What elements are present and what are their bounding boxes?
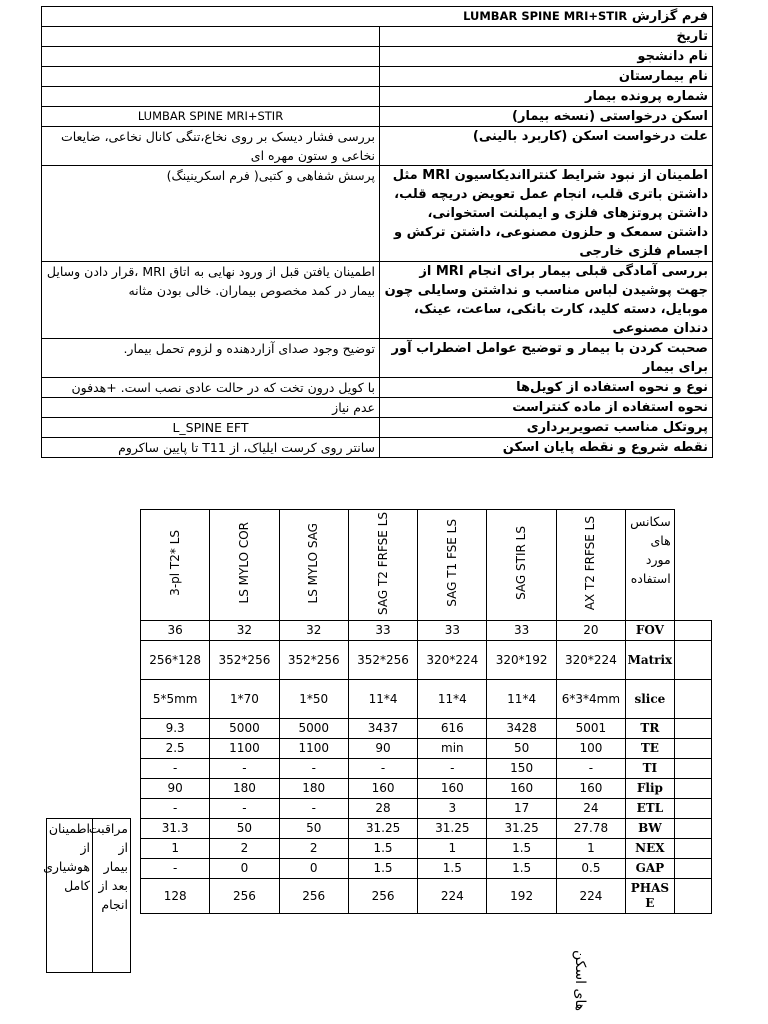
parameter-value: 616 xyxy=(418,719,487,739)
parameter-name: TR xyxy=(626,719,675,739)
form-row-date xyxy=(42,27,713,47)
parameter-value: 33 xyxy=(418,621,487,641)
form-row-coils xyxy=(42,378,713,398)
parameter-value: 256*128 xyxy=(141,641,210,680)
parameter-value: 50 xyxy=(210,819,279,839)
parameter-row xyxy=(141,739,712,759)
form-row-scan-range xyxy=(42,438,713,458)
form-row-file-number xyxy=(42,87,713,107)
form-question-anxiety: صحبت کردن با بیمار و توضیح عوامل اضطراب آور برای بیمار xyxy=(380,339,713,378)
form-answer-preparation: اطمینان یافتن قبل از ورود نهایی به اتاق MRI ،قرار دادن وسایل بیمار در کمد مخصوص بیماران. خالی بودن مثانه xyxy=(42,262,380,339)
empty-cell xyxy=(674,819,711,839)
form-row-contrast xyxy=(42,398,713,418)
parameter-value: 6*3*4mm xyxy=(556,680,625,719)
form-answer-coils: با کویل درون تخت که در حالت عادی نصب است. +هدفون xyxy=(42,378,380,398)
parameter-value: 1.5 xyxy=(487,839,556,859)
parameter-value: - xyxy=(141,859,210,879)
sequence-name: 3-pl T2* LS xyxy=(141,510,210,621)
parameter-value: 320*224 xyxy=(556,641,625,680)
parameter-value: 320*224 xyxy=(418,641,487,680)
parameter-value: 1 xyxy=(418,839,487,859)
parameter-value: 3437 xyxy=(348,719,417,739)
parameter-value: - xyxy=(348,759,417,779)
form-question-protocol: پروتکل مناسب تصویربرداری xyxy=(380,418,713,438)
parameter-value: 11*4 xyxy=(487,680,556,719)
form-row-protocol xyxy=(42,418,713,438)
form-row-hospital xyxy=(42,67,713,87)
parameter-value: 1.5 xyxy=(348,859,417,879)
parameter-value: 192 xyxy=(487,879,556,914)
parameter-row xyxy=(141,759,712,779)
care-note: مراقبت از بیمار بعد از انجام xyxy=(93,819,131,973)
parameter-value: 90 xyxy=(348,739,417,759)
parameter-row xyxy=(141,859,712,879)
empty-cell xyxy=(674,739,711,759)
form-question-scan-range: نقطه شروع و نقطه پایان اسکن xyxy=(380,438,713,458)
form-question-coils: نوع و نحوه استفاده از کویل‌ها xyxy=(380,378,713,398)
form-answer-hospital xyxy=(42,67,380,87)
parameter-value: 1.5 xyxy=(418,859,487,879)
parameter-value: 1100 xyxy=(279,739,348,759)
parameter-value: - xyxy=(556,759,625,779)
empty-cell xyxy=(674,641,711,680)
parameter-value: 160 xyxy=(556,779,625,799)
parameter-value: 24 xyxy=(556,799,625,819)
parameter-value: 31.25 xyxy=(418,819,487,839)
parameter-row xyxy=(141,719,712,739)
parameter-value: 256 xyxy=(348,879,417,914)
form-answer-contraindication: پرسش شفاهی و کتبی( فرم اسکرینینگ) xyxy=(42,166,380,262)
parameter-value: 32 xyxy=(210,621,279,641)
parameter-value: - xyxy=(210,759,279,779)
form-answer-anxiety: توضیح وجود صدای آزاردهنده و لزوم تحمل بیمار. xyxy=(42,339,380,378)
parameter-value: 50 xyxy=(279,819,348,839)
consciousness-note: اطمینان از هوشیاری کامل xyxy=(47,819,93,973)
parameter-name: FOV xyxy=(626,621,675,641)
sequences-used-label: سکانس های مورد استفاده xyxy=(626,510,675,621)
parameter-value: 5000 xyxy=(279,719,348,739)
parameter-row xyxy=(141,621,712,641)
form-row-student xyxy=(42,47,713,67)
parameter-name: PHASE xyxy=(626,879,675,914)
parameter-name: NEX xyxy=(626,839,675,859)
parameter-value: 31.25 xyxy=(348,819,417,839)
parameter-value: 160 xyxy=(418,779,487,799)
empty-cell xyxy=(674,719,711,739)
form-answer-requested-scan: LUMBAR SPINE MRI+STIR xyxy=(42,107,380,127)
form-answer-student xyxy=(42,47,380,67)
parameter-row xyxy=(141,819,712,839)
parameter-value: 32 xyxy=(279,621,348,641)
parameter-value: 20 xyxy=(556,621,625,641)
parameter-value: 0.5 xyxy=(556,859,625,879)
parameter-value: 1*50 xyxy=(279,680,348,719)
form-answer-file-number xyxy=(42,87,380,107)
empty-cell xyxy=(674,859,711,879)
parameter-value: 5*5mm xyxy=(141,680,210,719)
parameter-value: 100 xyxy=(556,739,625,759)
form-answer-protocol: L_SPINE EFT xyxy=(42,418,380,438)
form-title-row xyxy=(42,7,713,27)
parameter-value: 256 xyxy=(279,879,348,914)
report-form-table xyxy=(41,6,713,458)
parameter-value: 224 xyxy=(418,879,487,914)
parameter-value: - xyxy=(210,799,279,819)
parameter-value: 2 xyxy=(279,839,348,859)
parameter-value: 31.25 xyxy=(487,819,556,839)
parameter-value: 180 xyxy=(210,779,279,799)
parameter-value: 256 xyxy=(210,879,279,914)
parameter-value: - xyxy=(279,759,348,779)
empty-cell xyxy=(674,839,711,859)
form-question-hospital: نام بیمارستان xyxy=(380,67,713,87)
empty-cell xyxy=(674,879,711,914)
parameter-value: 9.3 xyxy=(141,719,210,739)
form-row-anxiety xyxy=(42,339,713,378)
parameter-value: min xyxy=(418,739,487,759)
parameter-value: 160 xyxy=(487,779,556,799)
parameter-row xyxy=(141,799,712,819)
scan-parameters-table xyxy=(140,509,712,914)
form-row-reason xyxy=(42,127,713,166)
sequence-name: LS MYLO SAG xyxy=(279,510,348,621)
parameter-value: 1.5 xyxy=(487,859,556,879)
parameter-value: 128 xyxy=(141,879,210,914)
form-answer-contrast: عدم نیاز xyxy=(42,398,380,418)
parameter-value: 0 xyxy=(210,859,279,879)
parameter-value: - xyxy=(141,799,210,819)
parameter-name: Flip xyxy=(626,779,675,799)
form-question-contraindication: اطمینان از نبود شرایط کنترااندیکاسیون MRI مثل داشتن باتری قلب، انجام عمل تعویض دریچه قلب، داشتن پروتزهای فلزی و ایمپلنت استخوانی، داشتن سمعک و حلزون مصنوعی، داشتن ترکش و اجسام فلزی خارجی xyxy=(380,166,713,262)
empty-cell xyxy=(674,779,711,799)
empty-cell xyxy=(674,680,711,719)
parameter-value: 150 xyxy=(487,759,556,779)
form-row-preparation xyxy=(42,262,713,339)
form-question-reason: علت درخواست اسکن (کاربرد بالینی) xyxy=(380,127,713,166)
parameter-value: 2 xyxy=(210,839,279,859)
sequence-name: AX T2 FRFSE LS xyxy=(556,510,625,621)
form-title-exam: LUMBAR SPINE MRI+STIR xyxy=(463,9,628,23)
parameter-value: 180 xyxy=(279,779,348,799)
form-question-requested-scan: اسکن درخواستی (نسخه بیمار) xyxy=(380,107,713,127)
scan-label-rotated: های اسکن xyxy=(572,950,588,1012)
empty-cell xyxy=(674,621,711,641)
parameter-value: 320*192 xyxy=(487,641,556,680)
parameter-value: 1100 xyxy=(210,739,279,759)
parameter-value: 1 xyxy=(141,839,210,859)
parameter-row xyxy=(141,641,712,680)
form-answer-scan-range: سانتر روی کرست ایلیاک، از T11 تا پایین ساکروم xyxy=(42,438,380,458)
parameter-row xyxy=(141,779,712,799)
parameter-value: 36 xyxy=(141,621,210,641)
parameter-value: 1 xyxy=(556,839,625,859)
form-answer-date xyxy=(42,27,380,47)
parameter-value: 352*256 xyxy=(348,641,417,680)
parameter-name: slice xyxy=(626,680,675,719)
parameter-value: 160 xyxy=(348,779,417,799)
parameter-value: 27.78 xyxy=(556,819,625,839)
parameter-name: GAP xyxy=(626,859,675,879)
parameter-value: 224 xyxy=(556,879,625,914)
parameter-row xyxy=(141,839,712,859)
parameter-value: 11*4 xyxy=(418,680,487,719)
parameter-value: 352*256 xyxy=(210,641,279,680)
parameter-name: TI xyxy=(626,759,675,779)
sequence-header-row xyxy=(141,510,712,621)
parameter-value: 5000 xyxy=(210,719,279,739)
sequence-name: SAG T2 FRFSE LS xyxy=(348,510,417,621)
parameter-value: 3428 xyxy=(487,719,556,739)
sequence-name: SAG T1 FSE LS xyxy=(418,510,487,621)
parameter-value: 50 xyxy=(487,739,556,759)
sequence-name: LS MYLO COR xyxy=(210,510,279,621)
form-question-student: نام دانشجو xyxy=(380,47,713,67)
parameter-value: 90 xyxy=(141,779,210,799)
parameter-name: Matrix xyxy=(626,641,675,680)
form-question-file-number: شماره پرونده بیمار xyxy=(380,87,713,107)
side-notes-table xyxy=(43,818,131,973)
parameter-value: 33 xyxy=(487,621,556,641)
form-row-requested-scan xyxy=(42,107,713,127)
form-title-prefix: فرم گزارش xyxy=(631,9,708,24)
parameter-value: 2.5 xyxy=(141,739,210,759)
parameter-value: 5001 xyxy=(556,719,625,739)
parameter-value: 0 xyxy=(279,859,348,879)
form-question-contrast: نحوه استفاده از ماده کنتراست xyxy=(380,398,713,418)
parameter-value: 31.3 xyxy=(141,819,210,839)
parameter-name: TE xyxy=(626,739,675,759)
form-question-preparation: بررسی آمادگی قبلی بیمار برای انجام MRI از جهت پوشیدن لباس مناسب و نداشتن وسایلی چون موبایل، دسته کلید، کارت بانکی، ساعت، عینک، دندان مصنوعی xyxy=(380,262,713,339)
parameter-value: 11*4 xyxy=(348,680,417,719)
parameter-value: 17 xyxy=(487,799,556,819)
parameter-value: 352*256 xyxy=(279,641,348,680)
parameter-value: - xyxy=(141,759,210,779)
parameter-name: BW xyxy=(626,819,675,839)
parameter-value: 3 xyxy=(418,799,487,819)
parameter-name: ETL xyxy=(626,799,675,819)
parameter-value: 28 xyxy=(348,799,417,819)
empty-cell xyxy=(674,759,711,779)
parameter-value: 1*70 xyxy=(210,680,279,719)
empty-cell xyxy=(674,799,711,819)
form-answer-reason: بررسی فشار دیسک بر روی نخاع،تنگی کانال نخاعی، ضایعات نخاعی و ستون مهره ای xyxy=(42,127,380,166)
header-spacer xyxy=(674,510,711,621)
parameter-value: - xyxy=(418,759,487,779)
sequence-name: SAG STIR LS xyxy=(487,510,556,621)
parameter-value: - xyxy=(279,799,348,819)
parameter-row xyxy=(141,879,712,914)
parameter-value: 1.5 xyxy=(348,839,417,859)
form-question-date: تاریخ xyxy=(380,27,713,47)
parameter-value: 33 xyxy=(348,621,417,641)
form-title xyxy=(42,7,713,27)
parameter-row xyxy=(141,680,712,719)
form-row-contraindication xyxy=(42,166,713,262)
